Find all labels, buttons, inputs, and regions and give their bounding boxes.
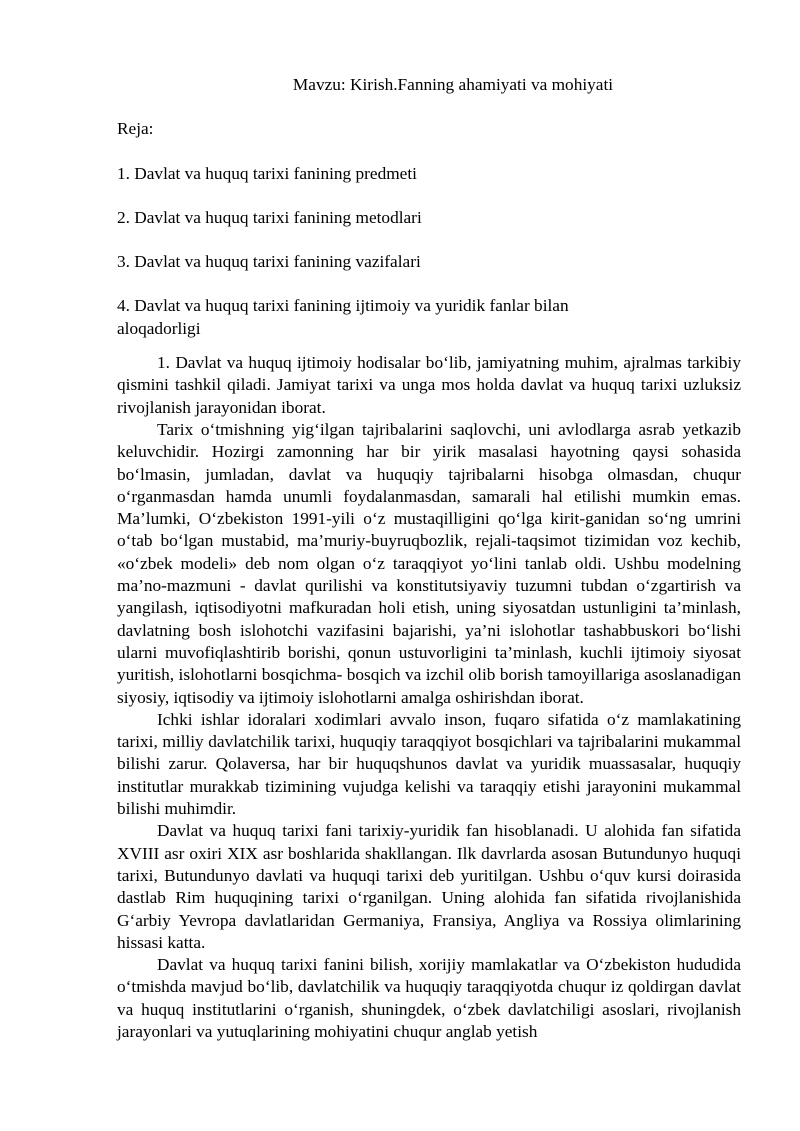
document-page [117, 74, 741, 1043]
plan-item: 2. Davlat va huquq tarixi fanining metodlari [117, 207, 422, 227]
plan-item: 4. Davlat va huquq tarixi fanining ijtimoiy va yuridik fanlar bilan aloqadorligi [117, 296, 569, 338]
plan-item: 3. Davlat va huquq tarixi fanining vazifalari [117, 252, 421, 272]
plan-item: 1. Davlat va huquq tarixi fanining predmeti [117, 163, 417, 183]
body-paragraph: Ichki ishlar idoralari xodimlari avvalo inson, fuqaro sifatida o‘z mamlakatining tarixi, milliy davlatchilik tarixi, huquqiy taraqqiyot bosqichlari va tajribalarini mukammal bilishi zarur. Qolaversa, har bir huquqshunos davlat va yuridik muassasalar, huquqiy institutlar murakkab tizimining vujudga kelishi va taraqqiy etishi jarayonini mukammal bilishi muhimdir. [117, 709, 741, 819]
body-paragraph: Tarix o‘tmishning yig‘ilgan tajribalarini saqlovchi, uni avlodlarga asrab yetkazib keluvchidir. Hozirgi zamonning har bir yirik masalasi hayotning qaysi sohasida bo‘lmasin, jumladan, davlat va huquqiy tajribalarni hisobga olmasdan, chuqur o‘rganmasdan hamda unumli foydalanmasdan, samarali hal etilishi mumkin emas. Ma’lumki, O‘zbekiston 1991-yili o‘z mustaqilligini qo‘lga kirit-ganidan so‘ng umrini o‘tab bo‘lgan mustabid, ma’muriy-buyruqbozlik, rejali-taqsimot tizimidan voz kechib, «o‘zbek modeli» deb nom olgan o‘z taraqqiyot yo‘lini tanlab oldi. Ushbu modelning ma’no-mazmuni - davlat qurilishi va konstitutsiyaviy tuzumni tubdan o‘zgartirish va yangilash, iqtisodiyotni mafkuradan holi etish, uning siyosatdan ustunligini ta’minlash, davlatning bosh islohotchi vazifasini bajarishi, ya’ni islohotlar tashabbuskori bo‘lishi ularni muvofiqlashtirib borishi, qonun ustuvorligini ta’minlash, kuchli ijtimoiy siyosat yuritish, islohotlarni bosqichma- bosqich va izchil olib borish tamoyillariga asoslanadigan siyosiy, iqtisodiy va ijtimoiy islohotlarni amalga oshirishdan iborat. [117, 419, 741, 707]
body-paragraph: Davlat va huquq tarixi fani tarixiy-yuridik fan hisoblanadi. U alohida fan sifatida XVIII asr oxiri XIX asr boshlarida shakllangan. Ilk davrlarda asosan Butundunyo huquqi tarixi, Butundunyo davlati va huquqi tarixi deb yuritilgan. Ushbu o‘quv kursi doirasida dastlab Rim huquqining tarixi o‘rganilgan. Uning alohida fan sifatida rivojlanishida G‘arbiy Yevropa davlatlaridan Germaniya, Fransiya, Angliya va Rossiya olimlarining hissasi katta. [117, 821, 741, 952]
page-title: Mavzu: Kirish.Fanning ahamiyati va mohiyati [292, 75, 614, 94]
plan-heading: Reja: [117, 119, 154, 139]
body-text [117, 352, 741, 1043]
plan-list [117, 163, 741, 340]
body-paragraph: 1. Davlat va huquq ijtimoiy hodisalar bo‘lib, jamiyatning muhim, ajralmas tarkibiy qismini tashkil qiladi. Jamiyat tarixi va unga mos holda davlat va huquq tarixi uzluksiz rivojlanish jarayonidan iborat. [117, 353, 741, 417]
body-paragraph: Davlat va huquq tarixi fanini bilish, xorijiy mamlakatlar va O‘zbekiston hududida o‘tmishda mavjud bo‘lib, davlatchilik va huquqiy taraqqiyotda chuqur iz qoldirgan davlat va huquq institutlarini o‘rganish, shuningdek, o‘zbek davlatchiligi asoslari, rivojlanish jarayonlari va yutuqlarining mohiyatini chuqur anglab yetish [117, 955, 741, 1041]
